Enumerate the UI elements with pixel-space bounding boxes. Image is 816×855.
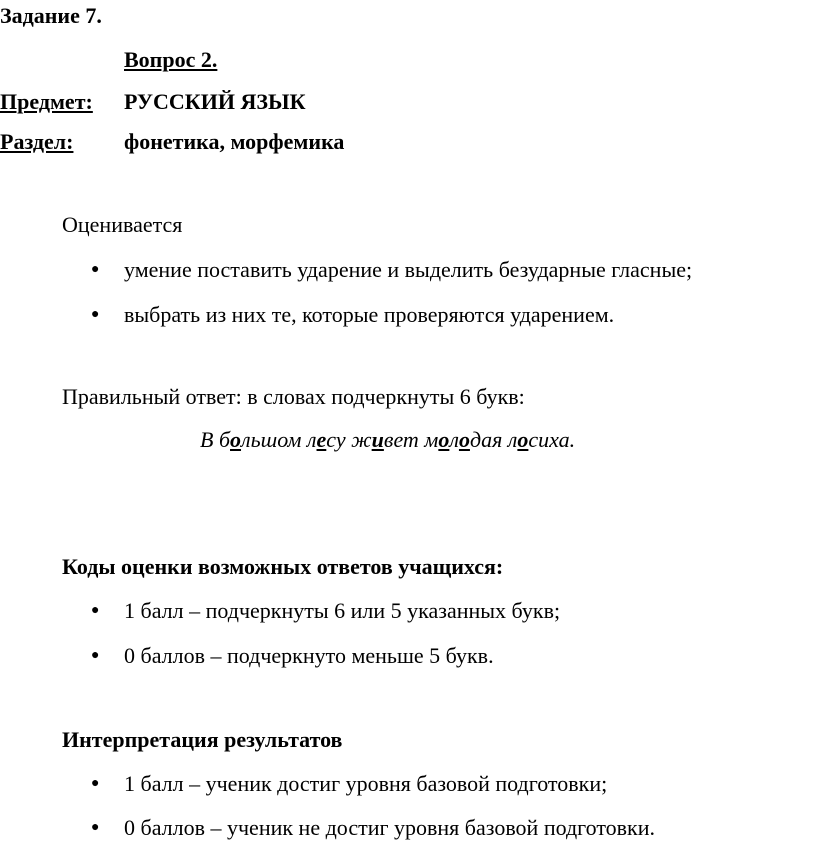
subject-label: Предмет: xyxy=(0,89,93,114)
sentence-fragment: сиха. xyxy=(528,427,576,452)
section-label: Раздел: xyxy=(0,129,74,154)
underlined-letter: о xyxy=(438,427,450,452)
assessed-intro: Оценивается xyxy=(62,212,183,237)
bullet-icon: ● xyxy=(91,262,100,277)
sentence-fragment: В б xyxy=(200,427,231,452)
sentence-fragment: л xyxy=(449,427,459,452)
codes-item-2: 0 баллов – подчеркнуто меньше 5 букв. xyxy=(124,643,494,668)
bullet-icon: ● xyxy=(91,603,100,618)
underlined-letter: е xyxy=(316,427,327,452)
underlined-letter: о xyxy=(517,427,529,452)
interpretation-title: Интерпретация результатов xyxy=(62,727,343,752)
subject-value: РУССКИЙ ЯЗЫК xyxy=(124,89,306,114)
bullet-icon: ● xyxy=(91,820,100,835)
answer-sentence xyxy=(200,427,575,453)
assessed-item-1: умение поставить ударение и выделить безударные гласные; xyxy=(124,257,693,282)
bullet-icon: ● xyxy=(91,648,100,663)
sentence-fragment: су ж xyxy=(326,427,372,452)
codes-item-1: 1 балл – подчеркнуты 6 или 5 указанных букв; xyxy=(124,598,561,623)
bullet-icon: ● xyxy=(91,776,100,791)
section-value: фонетика, морфемика xyxy=(124,129,345,154)
sentence-fragment: вет м xyxy=(383,427,439,452)
correct-answer-text: Правильный ответ: в словах подчеркнуты 6 букв: xyxy=(62,384,525,409)
sentence-fragment: льшом л xyxy=(241,427,317,452)
underlined-letter: и xyxy=(371,427,384,452)
interpretation-item-1: 1 балл – ученик достиг уровня базовой подготовки; xyxy=(124,771,608,796)
underlined-letter: о xyxy=(458,427,470,452)
interpretation-item-2: 0 баллов – ученик не достиг уровня базовой подготовки. xyxy=(124,815,656,840)
assessed-item-2: выбрать из них те, которые проверяются ударением. xyxy=(124,302,615,327)
question-number: Вопрос 2. xyxy=(124,47,218,72)
codes-title: Коды оценки возможных ответов учащихся: xyxy=(62,554,504,579)
underlined-letter: о xyxy=(230,427,242,452)
sentence-fragment: дая л xyxy=(469,427,518,452)
bullet-icon: ● xyxy=(91,307,100,322)
task-number: Задание 7. xyxy=(0,3,102,28)
